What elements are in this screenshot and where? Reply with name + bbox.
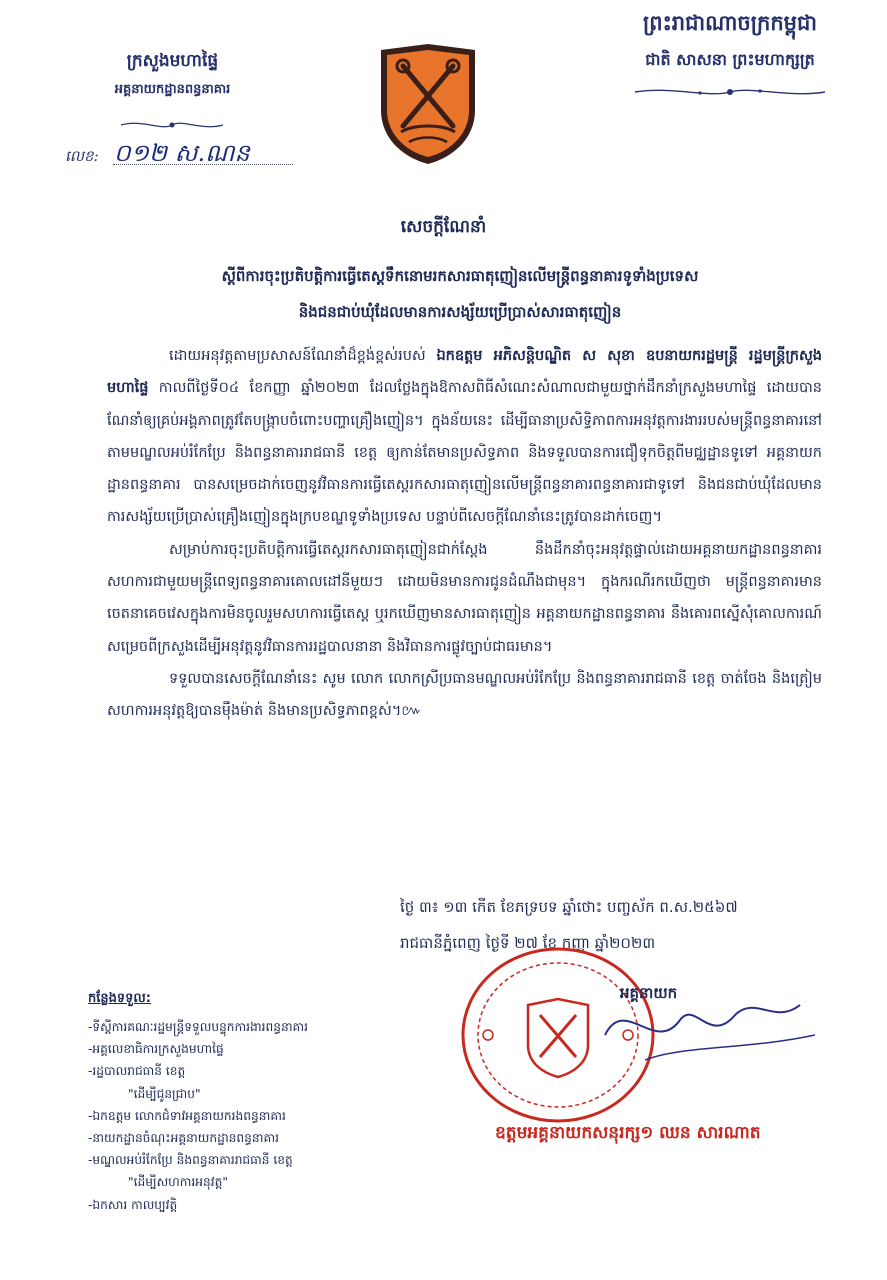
lunar-date: ថ្ងៃ ៣៖ ១៣ កើត ខែភទ្របទ ឆ្នាំថោះ បញ្ចស័ក ព.ស.២៥៦៧ bbox=[400, 898, 738, 916]
recipient-item: -រដ្ឋបាលរាជធានី ខេត្ត bbox=[88, 1064, 186, 1079]
recipients-title: កន្លែងទទួល: bbox=[88, 991, 151, 1006]
document-title: សេចក្តីណែនាំ bbox=[400, 217, 487, 237]
recipient-item: -ឯកឧត្តម លោកជំទាវអគ្គនាយករងពន្ធនាគារ bbox=[88, 1108, 286, 1123]
reference-dotted-line bbox=[113, 164, 293, 165]
paragraph-3: ទទួលបានសេចក្តីណែនាំនេះ សូម លោក លោកស្រីប្រធានមណ្ឌលអប់រំកែប្រែ និងពន្ធនាគាររាជធានី ខេត្ត ចាត់ចែង និងត្រៀមសហការអនុវត្តឱ្យបានម៉ឺងម៉ាត់ និងមានប្រសិទ្ធភាពខ្ពស់។៚ bbox=[107, 670, 822, 720]
recipient-item: -ទីស្តីការគណៈរដ្ឋមន្ត្រីទទួលបន្ទុកការងារពន្ធនាគារ bbox=[88, 1020, 309, 1034]
subtitle-line-1: ស្តីពីការចុះប្រតិបត្តិការធ្វើតេស្តទឹកនោមរកសារធាតុញៀនលើមន្ត្រីពន្ធនាគារទូទាំងប្រទេស bbox=[221, 267, 699, 285]
recipient-note: "ដើម្បីសហការអនុវត្ត" bbox=[128, 1175, 228, 1190]
paragraph-1 bbox=[107, 340, 822, 534]
recipient-item: -នាយកដ្ឋានចំណុះអគ្គនាយកដ្ឋានពន្ធនាគារ bbox=[88, 1131, 279, 1146]
recipient-item: -អគ្គលេខាធិការក្រសួងមហាផ្ទៃ bbox=[88, 1042, 224, 1057]
recipients-list bbox=[88, 990, 418, 1216]
paragraph-1-lead: ដោយអនុវត្តតាមប្រសាសន៍ណែនាំដ៏ខ្ពង់ខ្ពស់របស់ bbox=[169, 348, 437, 364]
department-name: អគ្គនាយកដ្ឋានពន្ធនាគារ bbox=[114, 82, 231, 97]
handwritten-signature-icon bbox=[585, 965, 845, 1085]
recipient-note: "ដើម្បីជូនជ្រាប" bbox=[128, 1086, 201, 1101]
recipient-item: -ឯកសារ កាលប្បវត្តិ bbox=[88, 1197, 178, 1212]
document-subtitle bbox=[110, 258, 810, 330]
kingdom-name: ព្រះរាជាណាចក្រកម្ពុជា bbox=[642, 11, 817, 35]
ministry-flourish-icon bbox=[117, 118, 227, 132]
ministry-name: ក្រសួងមហាផ្ទៃ bbox=[126, 51, 219, 71]
reference-label: លេខ: bbox=[65, 147, 99, 165]
national-motto: ជាតិ សាសនា ព្រះមហាក្សត្រ bbox=[645, 50, 815, 69]
paragraph-1-name: ឯកឧត្តម អភិសន្តិបណ្ឌិត ស សុខា ឧបនាយករដ្ឋមន្ត្រី រដ្ឋមន្ត្រីក្រសួងមហាផ្ទៃ bbox=[107, 348, 822, 397]
reference-number bbox=[65, 138, 305, 173]
motto-flourish-icon bbox=[630, 84, 830, 100]
recipient-item: -មណ្ឌលអប់រំកែប្រែ និងពន្ធនាគាររាជធានី ខេត្ត bbox=[88, 1153, 293, 1168]
paragraph-1-rest: កាលពីថ្ងៃទី០៤ ខែកញ្ញា ឆ្នាំ២០២៣ ដែលថ្លែងក្នុងឱកាសពិធីសំណេះសំណាលជាមួយថ្នាក់ដឹកនាំក្រសួងមហាផ្ទៃ ដោយបានណែនាំឲ្យគ្រប់អង្គភាពត្រូវតែបង្ក្រាបចំពោះបញ្ហាគ្រឿងញៀន។ ក្នុងន័យនេះ ដើម្បីធានាប្រសិទ្ធិភាពការអនុវត្តការងាររបស់មន្ត្រីពន្ធនាគារនៅតាមមណ្ឌលអប់រំកែប្រែ និងពន្ធនាគាររាជធានី ខេត្ត ឲ្យកាន់តែមានប្រសិទ្ធភាព និងទទួលបានការជឿទុកចិត្តពីមជ្ឈដ្ឋានទូទៅ អគ្គនាយកដ្ឋានពន្ធនាគារ បានសម្រេចដាក់ចេញនូវវិធានការធ្វើតេស្តរកសារធាតុញៀនលើមន្ត្រីពន្ធនាគារពន្ធនាគារជាទូទៅ និងជនជាប់ឃុំដែលមានការសង្ស័យប្រើប្រាស់គ្រឿងញៀនក្នុងក្របខណ្ឌទូទាំងប្រទេស បន្ទាប់ពីសេចក្តីណែនាំនេះត្រូវបានដាក់ចេញ។ bbox=[107, 380, 822, 526]
signatory-title: អគ្គនាយក bbox=[620, 984, 678, 1002]
subtitle-line-2: និងជនជាប់ឃុំដែលមានការសង្ស័យប្រើប្រាស់សារធាតុញៀន bbox=[298, 303, 622, 321]
ministry-header bbox=[65, 50, 280, 100]
paragraph-2: សម្រាប់ការចុះប្រតិបត្តិការធ្វើតេស្តរកសារធាតុញៀនជាក់ស្តែង នឹងដឹកនាំចុះអនុវត្តផ្ទាល់ដោយអគ្គនាយកដ្ឋានពន្ធនាគារ សហការជាមួយមន្ត្រីពេទ្យពន្ធនាគារគោលដៅនីមួយៗ ដោយមិនមានការជូនដំណឹងជាមុន។ ក្នុងករណីរកឃើញថា មន្ត្រីពន្ធនាគារមានចេតនាគេចវេសក្នុងការមិនចូលរួមសហការធ្វើតេស្ត ឬរកឃើញមានសារធាតុញៀន អគ្គនាយកដ្ឋានពន្ធនាគារ នឹងគោរពស្នើសុំគោលការណ៍សម្រេចពីក្រសួងដើម្បីអនុវត្តនូវវិធានការរដ្ឋបាលនានា និងវិធានការផ្លូវច្បាប់ជាធរមាន។ bbox=[107, 541, 822, 655]
signatory-name: ឧត្តមអគ្គនាយកសនុរក្ស១ ឈន សារណាត bbox=[495, 1123, 761, 1143]
reference-value: ០១២ ស.ណន bbox=[113, 139, 250, 167]
kingdom-header bbox=[590, 10, 870, 73]
document-body bbox=[107, 340, 822, 728]
prison-department-emblem-icon bbox=[373, 40, 483, 168]
solar-date: រាជធានីភ្នំពេញ ថ្ងៃទី ២៧ ខែ កញ្ញា ឆ្នាំ២០២៣ bbox=[400, 934, 656, 952]
